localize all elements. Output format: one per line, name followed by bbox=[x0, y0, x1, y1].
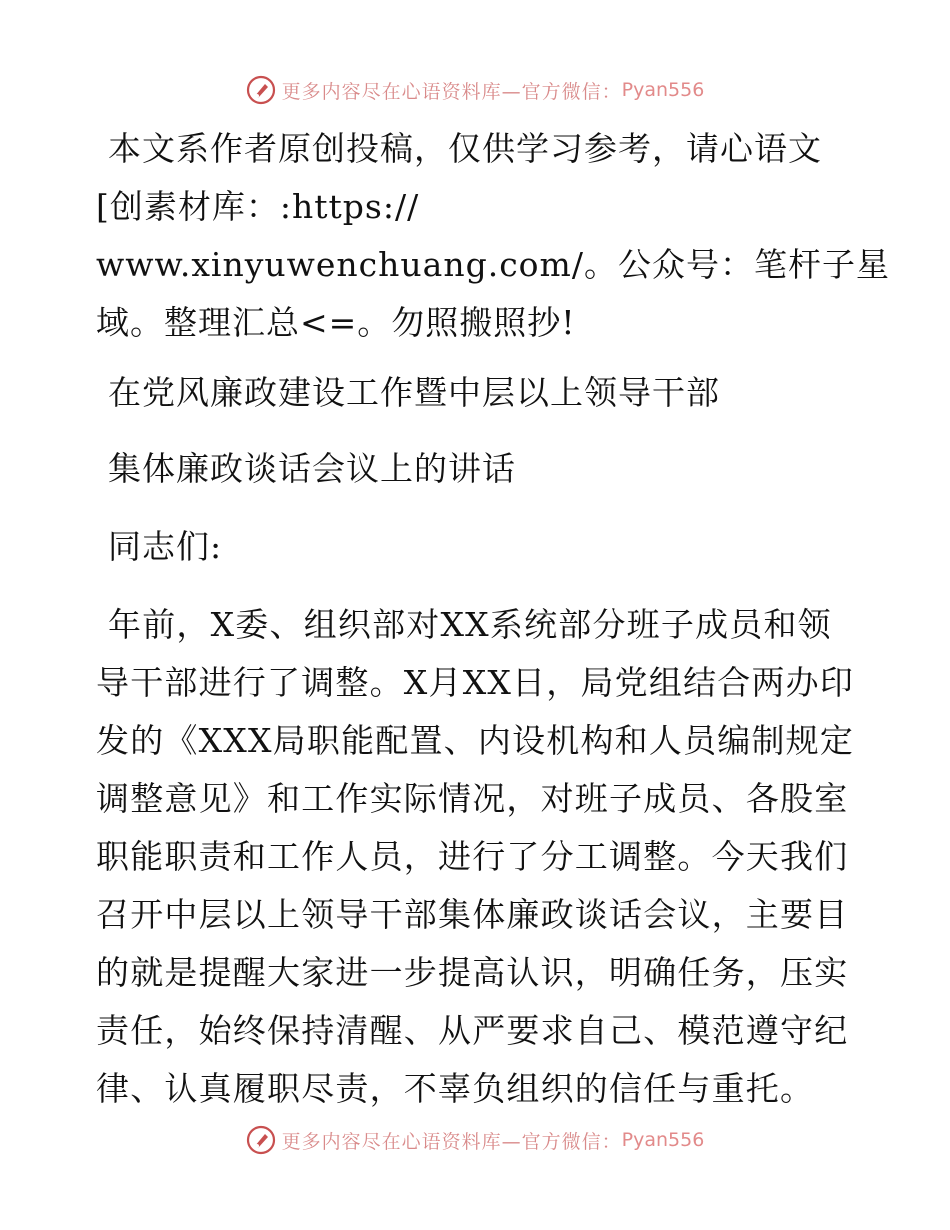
notice-line-1: 本文系作者原创投稿，仅供学习参考，请心语文 bbox=[108, 129, 822, 168]
body-line: 年前，X委、组织部对XX系统部分班子成员和领 bbox=[108, 605, 832, 644]
footer-watermark bbox=[0, 1120, 950, 1160]
body-line: 职能职责和工作人员，进行了分工调整。今天我们 bbox=[96, 837, 849, 876]
body-line: 导干部进行了调整。X月XX日，局党组结合两办印 bbox=[96, 663, 855, 702]
notice-line-2: [创素材库：:https:// bbox=[96, 187, 420, 226]
watermark-text: 更多内容尽在心语资料库—官方微信： bbox=[281, 1130, 622, 1153]
header-watermark bbox=[0, 70, 950, 110]
salutation: 同志们: bbox=[108, 527, 223, 566]
watermark-wechat-id: Pyan556 bbox=[621, 1129, 705, 1151]
copyright-notice bbox=[96, 120, 890, 352]
body-line: 责任，始终保持清醒、从严要求自己、模范遵守纪 bbox=[96, 1011, 849, 1050]
notice-line-3: www.xinyuwenchuang.com/。公众号：笔杆子星 bbox=[96, 245, 890, 284]
pen-nib-icon bbox=[246, 1125, 276, 1155]
document-body bbox=[96, 120, 890, 1118]
body-line: 调整意见》和工作实际情况，对班子成员、各股室 bbox=[96, 779, 849, 818]
body-line: 发的《XXX局职能配置、内设机构和人员编制规定 bbox=[96, 721, 855, 760]
body-line: 的就是提醒大家进一步提高认识，明确任务，压实 bbox=[96, 953, 849, 992]
title-line-1: 在党风廉政建设工作暨中层以上领导干部 bbox=[108, 373, 720, 412]
body-line: 律、认真履职尽责，不辜负组织的信任与重托。 bbox=[96, 1069, 815, 1108]
body-paragraph bbox=[96, 596, 856, 1118]
watermark-wechat-id: Pyan556 bbox=[621, 79, 705, 101]
body-line: 召开中层以上领导干部集体廉政谈话会议，主要目 bbox=[96, 895, 849, 934]
notice-line-4: 域。整理汇总<=。勿照搬照抄! bbox=[96, 303, 576, 342]
speech-title bbox=[96, 364, 856, 498]
pen-nib-icon bbox=[246, 75, 276, 105]
title-line-2: 集体廉政谈话会议上的讲话 bbox=[108, 449, 516, 488]
watermark-text: 更多内容尽在心语资料库—官方微信： bbox=[281, 80, 622, 103]
